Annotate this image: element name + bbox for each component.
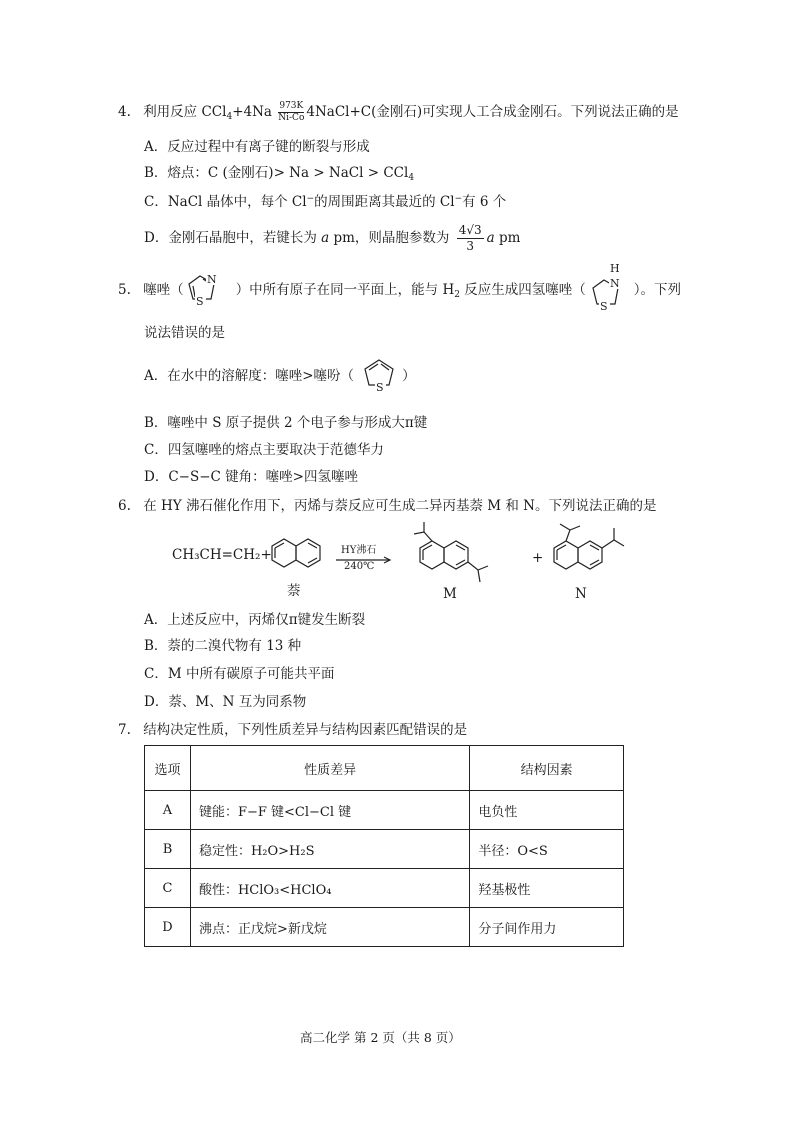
- table-row: [145, 869, 624, 908]
- product-m-structure-icon: [402, 522, 518, 592]
- q7-stem-text: 结构决定性质，下列性质差异与结构因素匹配错误的是: [143, 722, 468, 738]
- q4-option-d-mid: pm，则晶胞参数为: [329, 230, 450, 246]
- q6-reactant: CH₃CH=CH₂+: [172, 547, 272, 563]
- table-cell: 酸性：HClO₃<HClO₄: [190, 869, 469, 908]
- q4-option-d-den: 3: [466, 239, 474, 253]
- table-row: [145, 791, 624, 830]
- q4-option-c: [144, 189, 506, 212]
- table-cell: 键能：F−F 键<Cl−Cl 键: [190, 791, 469, 830]
- q5-stem-4: ）。下列: [633, 282, 682, 298]
- table-cell: A: [145, 791, 191, 830]
- q4-option-d-post: pm: [494, 230, 521, 246]
- naphthalene-structure-icon: [262, 534, 332, 578]
- q4-option-d-fraction: [457, 223, 484, 254]
- q4-cond-top: 973K: [279, 101, 304, 111]
- q5-stem-line2: 说法错误的是: [144, 325, 225, 341]
- tetrahydrothiazole-h: H: [610, 262, 620, 275]
- q6-option-d: D．萘、M、N 互为同系物: [144, 694, 307, 710]
- q5-option-a-post: ）: [402, 368, 416, 384]
- q7-number: 7.: [118, 722, 131, 738]
- q4-stem-post: 4NaCl+C(金刚石)可实现人工合成金刚石。下列说法正确的是: [306, 104, 679, 120]
- table-cell: B: [145, 830, 191, 869]
- q6-stem: [118, 496, 656, 516]
- q4-option-d-pre: D．金刚石晶胞中，若键长为: [144, 230, 322, 246]
- thiazole-n: N: [207, 273, 217, 286]
- table-cell: C: [145, 869, 191, 908]
- q5-stem-3: 反应生成四氢噻唑（: [460, 282, 586, 298]
- q5-stem-2: ）中所有原子在同一平面上，能与 H: [235, 282, 455, 298]
- thiophene-s: S: [376, 381, 384, 394]
- q7-header-property: 性质差异: [190, 746, 469, 791]
- q7-table: [144, 745, 624, 947]
- table-row: [145, 830, 624, 869]
- table-cell: 稳定性：H₂O>H₂S: [190, 830, 469, 869]
- q6-option-c: C．M 中所有碳原子可能共平面: [144, 666, 335, 682]
- q4-option-d-a: a: [321, 230, 330, 246]
- q4-option-c-post: 有 6 个: [462, 194, 507, 210]
- tetrahydrothiazole-structure-icon: [582, 262, 628, 314]
- q4-option-d-a2: a: [486, 230, 495, 246]
- q4-plus: +4Na: [232, 104, 272, 120]
- tetrahydrothiazole-s: S: [600, 300, 608, 313]
- q6-cond-top: HY沸石: [341, 545, 377, 556]
- q5-sub: 2: [454, 290, 460, 300]
- q4-option-c-mid: 的周围距离其最近的 Cl: [314, 194, 455, 210]
- thiazole-structure-icon: [180, 268, 224, 310]
- table-cell: 电负性: [470, 791, 624, 830]
- thiophene-structure-icon: [357, 352, 403, 398]
- page-footer: 高二化学 第 2 页（共 8 页）: [300, 1030, 461, 1045]
- q4-cond-bottom: Ni-Co: [278, 113, 305, 123]
- q4-option-c-sup2: −: [454, 194, 463, 204]
- q4-number: 4.: [118, 104, 131, 120]
- q5-option-b: B．噻唑中 S 原子提供 2 个电子参与形成大π键: [144, 415, 428, 431]
- q6-option-b: B．萘的二溴代物有 13 种: [144, 638, 302, 654]
- q4-option-c-sup: −: [306, 194, 315, 204]
- q5-option-c: C．四氢噻唑的熔点主要取决于范德华力: [144, 442, 384, 458]
- naphthalene-label: 萘: [287, 583, 301, 599]
- table-cell: 分子间作用力: [470, 908, 624, 947]
- q7-header-option: 选项: [145, 746, 191, 791]
- q6-cond-bottom: 240℃: [344, 561, 375, 572]
- q5-option-a-pre: A．在水中的溶解度：噻唑>噻吩（: [144, 368, 355, 384]
- table-cell: 羟基极性: [470, 869, 624, 908]
- table-cell: D: [145, 908, 191, 947]
- thiazole-s: S: [196, 295, 204, 308]
- q6-stem-text: 在 HY 沸石催化作用下，丙烯与萘反应可生成二异丙基萘 M 和 N。下列说法正确的是: [143, 498, 657, 514]
- q7-stem: [118, 720, 467, 740]
- q4-option-d: [144, 223, 520, 254]
- q7-table-header: [145, 746, 624, 791]
- q4-option-b-text: B．熔点：C (金刚石)> Na > NaCl > CCl: [144, 165, 409, 181]
- q7-header-factor: 结构因素: [470, 746, 624, 791]
- product-m-label: M: [443, 586, 457, 602]
- q4-option-b: [144, 163, 414, 188]
- q4-option-b-sub: 4: [408, 173, 415, 183]
- table-cell: 半径：O<S: [470, 830, 624, 869]
- q6-option-a: A．上述反应中，丙烯仅π键发生断裂: [144, 612, 366, 628]
- q5-option-d: D．C−S−C 键角：噻唑>四氢噻唑: [144, 469, 358, 485]
- q5-number: 5.: [118, 282, 131, 298]
- table-cell: 沸点：正戊烷>新戊烷: [190, 908, 469, 947]
- q5-stem-1: 噻唑（: [143, 282, 184, 298]
- table-row: [145, 908, 624, 947]
- q4-option-d-num: 4√3: [458, 223, 482, 237]
- q4-stem-pre: 利用反应 CCl: [143, 104, 227, 120]
- q4-option-a: A．反应过程中有离子键的断裂与形成: [144, 139, 370, 155]
- product-n-structure-icon: [542, 522, 646, 582]
- q4-reaction-condition: [278, 101, 304, 124]
- q4-sub: 4: [226, 112, 233, 122]
- tetrahydrothiazole-n: N: [610, 277, 620, 290]
- product-n-label: N: [575, 586, 587, 602]
- q6-number: 6.: [118, 498, 131, 514]
- q6-plus: +: [532, 550, 544, 566]
- q4-option-c-pre: C．NaCl 晶体中，每个 Cl: [144, 194, 307, 210]
- q4-stem: [118, 101, 679, 127]
